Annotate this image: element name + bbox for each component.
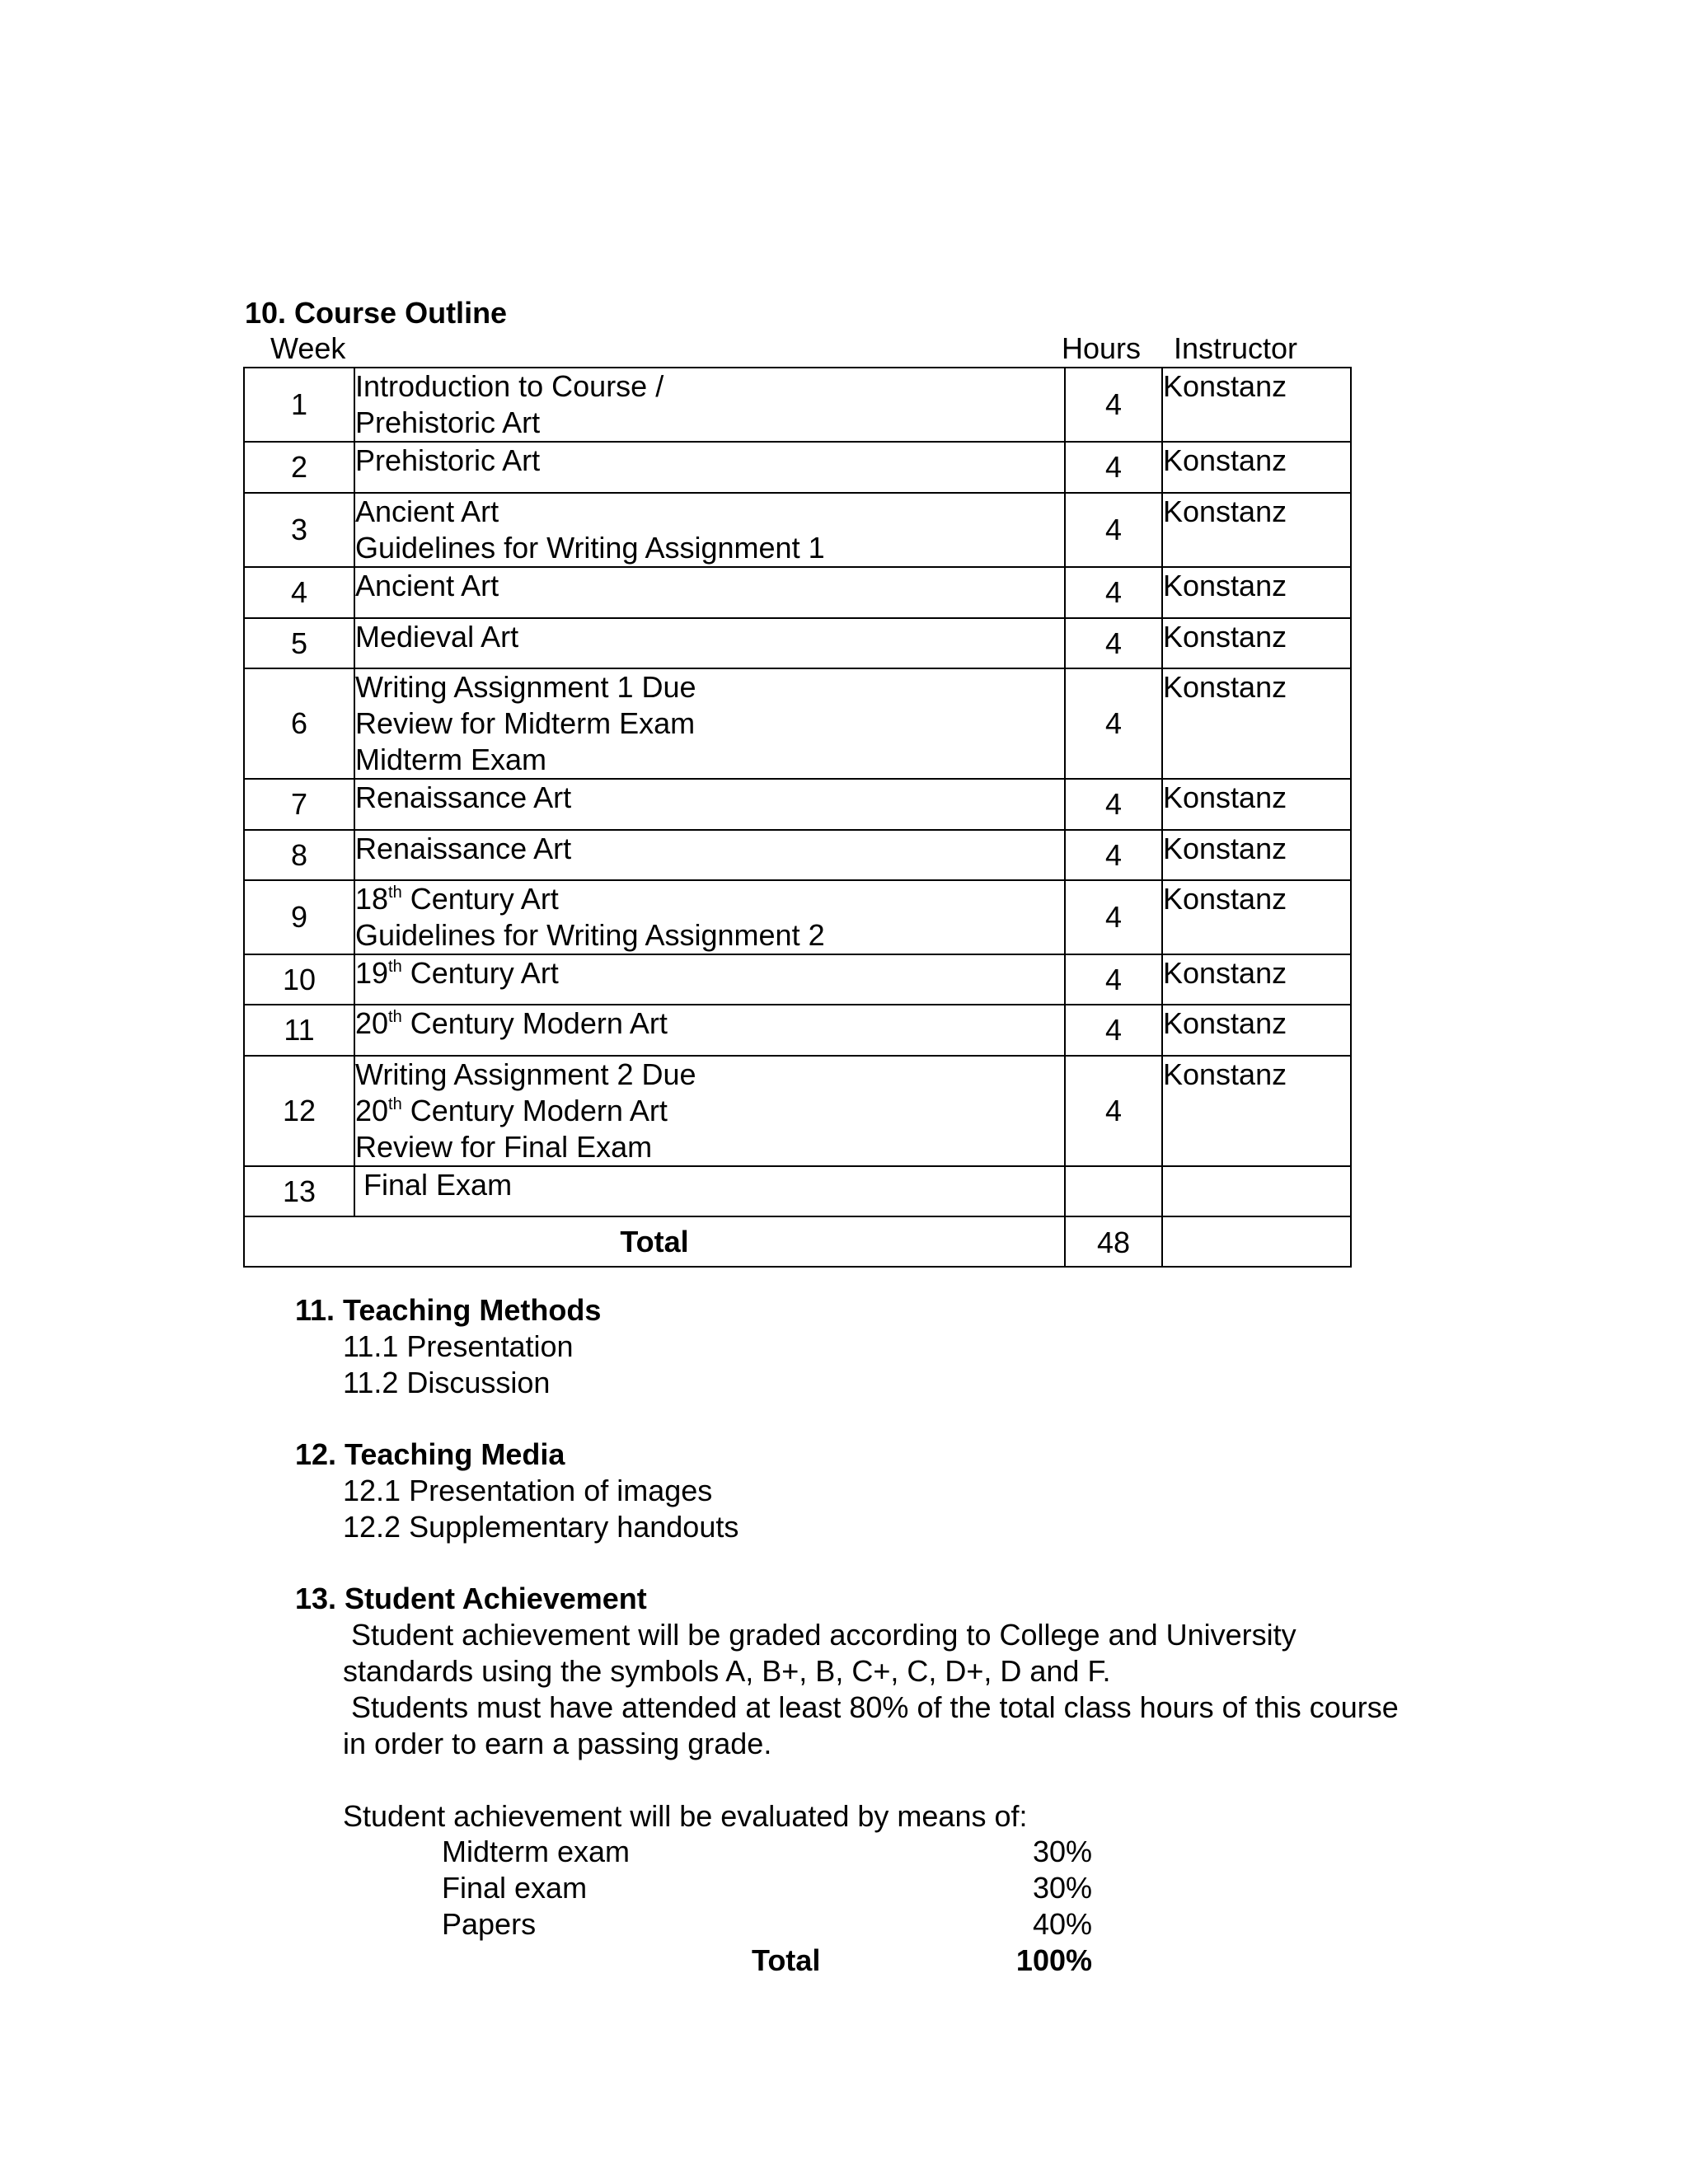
week-number: 5	[244, 618, 354, 668]
teaching-methods-item: 11.1 Presentation	[343, 1329, 574, 1363]
week-topics	[354, 442, 1065, 493]
evaluation-value: 30%	[1032, 1871, 1092, 1905]
outline-row	[244, 954, 1351, 1005]
week-number: 2	[244, 442, 354, 493]
evaluation-label: Midterm exam	[442, 1835, 631, 1868]
topic-text: Medieval Art	[355, 620, 519, 654]
topic-text: Prehistoric Art	[355, 443, 541, 477]
topic-text: Renaissance Art	[355, 780, 572, 814]
topic-text: Review for Midterm Exam	[355, 706, 696, 740]
ordinal-suffix: th	[388, 1008, 402, 1026]
topic-text: 19	[355, 956, 389, 990]
week-hours: 4	[1065, 1005, 1162, 1056]
topic-text: Writing Assignment 1 Due	[355, 670, 696, 704]
week-instructor: Konstanz	[1162, 880, 1351, 954]
ordinal-suffix: th	[388, 958, 402, 976]
topic-text: Century Art	[401, 956, 559, 990]
week-number: 8	[244, 830, 354, 880]
topic-text: Renaissance Art	[355, 832, 572, 865]
outline-row	[244, 668, 1351, 779]
topic-line	[355, 1167, 1064, 1203]
outline-row	[244, 779, 1351, 830]
attendance-text-line-1: Students must have attended at least 80% of the total class hours of this course	[343, 1690, 1399, 1724]
week-number: 6	[244, 668, 354, 779]
topic-line	[355, 1129, 1064, 1165]
topic-text: 20	[355, 1006, 389, 1040]
outline-row	[244, 442, 1351, 493]
topic-text: Century Art	[401, 882, 559, 916]
topic-text: 20	[355, 1094, 389, 1127]
week-hours: 4	[1065, 493, 1162, 567]
outline-row	[244, 880, 1351, 954]
total-hours: 48	[1065, 1216, 1162, 1267]
week-instructor	[1162, 1166, 1351, 1216]
topic-text: Century Modern Art	[401, 1094, 668, 1127]
topic-text: Ancient Art	[355, 569, 499, 602]
topic-line	[355, 881, 1064, 917]
topic-line	[355, 1057, 1064, 1093]
outline-row	[244, 567, 1351, 618]
week-hours: 4	[1065, 954, 1162, 1005]
grading-text-line-2: standards using the symbols A, B+, B, C+, C, D+, D and F.	[343, 1654, 1111, 1688]
hours-header: Hours	[1062, 331, 1142, 365]
week-number: 9	[244, 880, 354, 954]
week-hours: 4	[1065, 1056, 1162, 1166]
outline-row	[244, 368, 1351, 442]
week-number: 11	[244, 1005, 354, 1056]
evaluation-label: Final exam	[442, 1871, 588, 1905]
ordinal-suffix: th	[388, 1095, 402, 1113]
week-instructor: Konstanz	[1162, 830, 1351, 880]
topic-line	[355, 619, 1064, 655]
topic-line	[355, 742, 1064, 778]
topic-line	[355, 568, 1064, 604]
topic-text: Ancient Art	[355, 494, 499, 528]
week-topics	[354, 493, 1065, 567]
week-number: 1	[244, 368, 354, 442]
outline-row	[244, 618, 1351, 668]
topic-text: Review for Final Exam	[355, 1130, 653, 1164]
topic-line	[355, 780, 1064, 816]
week-topics	[354, 368, 1065, 442]
evaluation-value: 30%	[1032, 1835, 1092, 1868]
week-hours: 4	[1065, 368, 1162, 442]
total-label: Total	[244, 1216, 1065, 1267]
student-achievement-section	[295, 1581, 1399, 1835]
topic-text: 18	[355, 882, 389, 916]
course-outline-body	[244, 368, 1351, 1216]
outline-row	[244, 1005, 1351, 1056]
week-topics	[354, 779, 1065, 830]
week-instructor: Konstanz	[1162, 618, 1351, 668]
week-topics	[354, 830, 1065, 880]
week-number: 4	[244, 567, 354, 618]
week-hours: 4	[1065, 442, 1162, 493]
ordinal-suffix: th	[388, 883, 402, 902]
week-hours: 4	[1065, 668, 1162, 779]
week-number: 12	[244, 1056, 354, 1166]
teaching-media-item: 12.1 Presentation of images	[343, 1474, 713, 1507]
topic-text: Guidelines for Writing Assignment 2	[355, 918, 825, 952]
evaluation-total-label: Total	[752, 1943, 821, 1977]
topic-text: Writing Assignment 2 Due	[355, 1057, 696, 1091]
topic-line	[355, 368, 1064, 405]
week-instructor: Konstanz	[1162, 1056, 1351, 1166]
week-topics	[354, 618, 1065, 668]
evaluation-intro: Student achievement will be evaluated by means of:	[343, 1799, 1028, 1833]
week-instructor: Konstanz	[1162, 493, 1351, 567]
week-hours: 4	[1065, 779, 1162, 830]
topic-line	[355, 705, 1064, 742]
week-hours: 4	[1065, 567, 1162, 618]
topic-line	[355, 1005, 1064, 1042]
week-topics	[354, 1166, 1065, 1216]
topic-text: Midterm Exam	[355, 743, 547, 776]
topic-text: Guidelines for Writing Assignment 1	[355, 531, 825, 565]
teaching-media-title: 12. Teaching Media	[295, 1437, 565, 1471]
total-instructor	[1162, 1216, 1351, 1267]
course-outline-title: 10. Course Outline	[245, 296, 508, 330]
evaluation-value: 40%	[1032, 1907, 1092, 1941]
week-number: 3	[244, 493, 354, 567]
week-number: 13	[244, 1166, 354, 1216]
week-instructor: Konstanz	[1162, 779, 1351, 830]
evaluation-total-value: 100%	[1015, 1943, 1092, 1977]
outline-row	[244, 493, 1351, 567]
topic-line	[355, 917, 1064, 954]
topic-line	[355, 405, 1064, 441]
week-hours: 4	[1065, 830, 1162, 880]
topic-line	[355, 955, 1064, 991]
week-instructor: Konstanz	[1162, 368, 1351, 442]
evaluation-label: Papers	[442, 1907, 537, 1941]
week-header: Week	[270, 331, 346, 365]
week-instructor: Konstanz	[1162, 442, 1351, 493]
attendance-text-line-2: in order to earn a passing grade.	[343, 1727, 772, 1760]
week-instructor: Konstanz	[1162, 954, 1351, 1005]
week-instructor: Konstanz	[1162, 1005, 1351, 1056]
topic-line	[355, 494, 1064, 530]
week-hours: 4	[1065, 618, 1162, 668]
week-number: 10	[244, 954, 354, 1005]
topic-line	[355, 443, 1064, 479]
week-topics	[354, 567, 1065, 618]
topic-line	[355, 831, 1064, 867]
outline-row	[244, 1166, 1351, 1216]
week-topics	[354, 1005, 1065, 1056]
topic-text: Century Modern Art	[401, 1006, 668, 1040]
week-number: 7	[244, 779, 354, 830]
grading-text-line-1: Student achievement will be graded according to College and University	[343, 1618, 1296, 1652]
topic-text: Final Exam	[355, 1168, 513, 1202]
topic-line	[355, 530, 1064, 566]
week-hours: 4	[1065, 880, 1162, 954]
week-instructor: Konstanz	[1162, 567, 1351, 618]
teaching-media-section	[295, 1436, 738, 1545]
instructor-header: Instructor	[1174, 331, 1298, 365]
outline-row	[244, 830, 1351, 880]
outline-row	[244, 1056, 1351, 1166]
topic-text: Introduction to Course /	[355, 369, 664, 403]
teaching-media-item: 12.2 Supplementary handouts	[343, 1510, 739, 1544]
week-topics	[354, 668, 1065, 779]
teaching-methods-title: 11. Teaching Methods	[295, 1293, 602, 1327]
topic-line	[355, 1093, 1064, 1129]
topic-text: Prehistoric Art	[355, 405, 541, 439]
course-outline-table	[243, 367, 1352, 1268]
week-hours	[1065, 1166, 1162, 1216]
teaching-methods-item: 11.2 Discussion	[343, 1366, 551, 1399]
total-row	[244, 1216, 1351, 1267]
week-topics	[354, 1056, 1065, 1166]
teaching-methods-section	[295, 1292, 601, 1401]
week-topics	[354, 954, 1065, 1005]
student-achievement-title: 13. Student Achievement	[295, 1582, 647, 1615]
week-topics	[354, 880, 1065, 954]
week-instructor: Konstanz	[1162, 668, 1351, 779]
topic-line	[355, 669, 1064, 705]
